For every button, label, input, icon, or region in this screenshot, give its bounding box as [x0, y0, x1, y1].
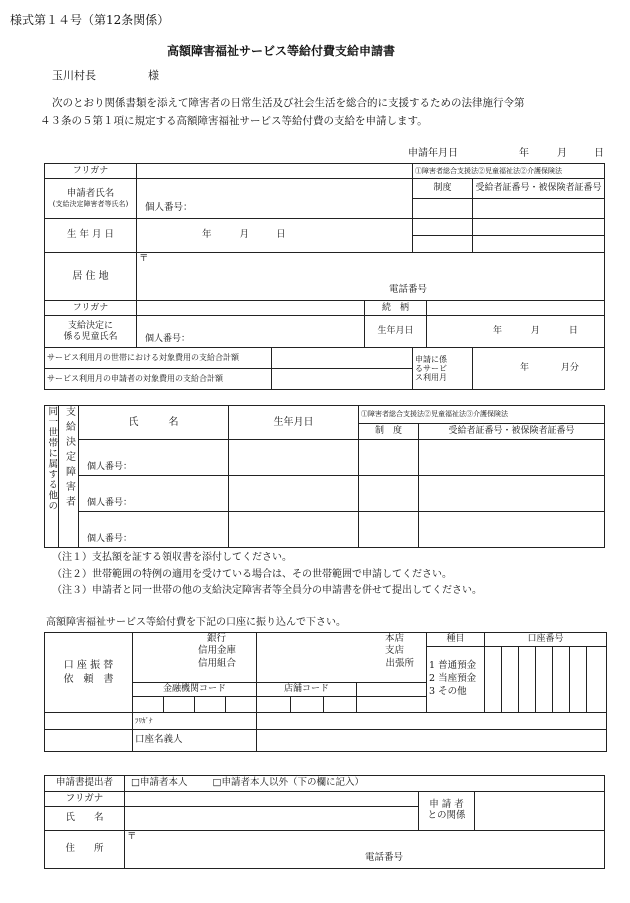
holder-label: 口座名義人: [133, 730, 257, 752]
birth-year: 年: [202, 229, 212, 241]
date-day: 日: [594, 148, 604, 159]
bank-blank-2: [45, 730, 133, 752]
child-label-1: 支給決定に: [67, 321, 113, 332]
applicant-name-label: 申請者氏名: [66, 188, 115, 200]
furigana-field[interactable]: [137, 164, 413, 179]
account-digit-6[interactable]: [570, 647, 587, 713]
cert-no-header-2: 受給者証番号・被保険者証番号: [419, 424, 605, 440]
member-my-number-2: 個人番号：: [87, 497, 133, 508]
applicant-table: [44, 163, 605, 390]
postal-mark: 〒: [139, 253, 149, 264]
branch-type-main: 本店: [385, 633, 405, 644]
member-system-2[interactable]: [359, 476, 419, 512]
service-month-label: 申請に係 るサービ ス利用月: [413, 348, 473, 390]
member-birth-1[interactable]: [229, 440, 359, 476]
name-col-header: 氏 名: [79, 406, 229, 440]
member-name-1[interactable]: [79, 440, 229, 476]
relation-field[interactable]: [475, 792, 605, 831]
birth-field[interactable]: [137, 219, 413, 253]
bank-name-field[interactable]: [133, 633, 257, 683]
bank-code-label: 金融機関コード: [133, 683, 257, 697]
bank-type-bank: 銀行: [207, 633, 227, 644]
system-field-2[interactable]: [413, 219, 473, 236]
form-number: 様式第１４号（第12条関係）: [10, 13, 170, 27]
submitter-name-label: 氏 名: [45, 807, 125, 831]
branch-type-office: 出張所: [385, 657, 415, 669]
bank-code-2[interactable]: [164, 697, 195, 713]
submitter-address-field[interactable]: [125, 831, 605, 869]
submitter-postal: 〒: [127, 831, 137, 842]
account-type-1: 1 普通預金: [429, 660, 477, 672]
honorific: 様: [148, 69, 159, 82]
submitter-label: 申請書提出者: [45, 776, 125, 792]
branch-code-3[interactable]: [324, 697, 357, 713]
bank-code-3[interactable]: [195, 697, 226, 713]
date-year: 年: [519, 148, 529, 159]
cert-field-3[interactable]: [473, 236, 605, 253]
member-my-number-3: 個人番号：: [87, 533, 133, 544]
member-system-1[interactable]: [359, 440, 419, 476]
account-no-header: 口座番号: [485, 633, 607, 647]
account-type-2: 2 当座預金: [429, 673, 477, 685]
member-birth-2[interactable]: [229, 476, 359, 512]
child-birth-field[interactable]: [427, 316, 605, 348]
system-field-1[interactable]: [413, 199, 473, 219]
account-digit-1[interactable]: [485, 647, 502, 713]
phone-label: 電話番号: [389, 284, 428, 295]
submitter-name-field[interactable]: [125, 807, 419, 831]
account-type-cell[interactable]: [427, 647, 485, 713]
child-name-field[interactable]: [137, 316, 365, 348]
account-type-3: 3 その他: [429, 685, 467, 697]
child-furigana-label: フリガナ: [45, 301, 137, 316]
holder-field[interactable]: [257, 730, 607, 752]
system-header: 制度: [413, 179, 473, 199]
law-options: ①障害者総合支援法②児童福祉法②介護保険法: [413, 164, 605, 179]
child-birth-year: 年: [493, 326, 503, 337]
relationship-label: 続 柄: [365, 301, 427, 316]
bank-code-1[interactable]: [133, 697, 164, 713]
account-digit-4[interactable]: [536, 647, 553, 713]
address-label: 居 住 地: [45, 253, 137, 301]
bank-table: [44, 632, 607, 752]
account-digit-2[interactable]: [502, 647, 519, 713]
address-field[interactable]: [137, 253, 605, 301]
child-birth-month: 月: [530, 326, 540, 337]
page-title: 高額障害福祉サービス等給付費支給申請書: [167, 44, 396, 58]
cert-field-1[interactable]: [473, 199, 605, 219]
note-2: （注２）世帯範囲の特例の適用を受けている場合は、その世帯範囲で申請してください。: [52, 569, 452, 580]
bank-lead: 高額障害福祉サービス等給付費を下記の口座に振り込んで下さい。: [46, 617, 346, 628]
bank-type-shinkin: 信用金庫: [198, 645, 237, 657]
bank-type-kumiai: 信用組合: [198, 657, 237, 669]
applicant-name-cell: [45, 179, 137, 219]
submitter-other-checkbox[interactable]: □申請者本人以外（下の欄に記入）: [212, 777, 364, 789]
service-month: 月分: [560, 363, 579, 374]
branch-code-2[interactable]: [291, 697, 324, 713]
branch-type-branch: 支店: [385, 645, 405, 657]
child-name-cell: [45, 316, 137, 348]
submitter-options: [125, 776, 605, 792]
child-label-2: 係る児童氏名: [63, 331, 118, 342]
date-label: 申請年月日: [408, 148, 458, 159]
member-cert-3[interactable]: [419, 512, 605, 548]
branch-code-label: 店舗コード: [257, 683, 357, 697]
account-digit-3[interactable]: [519, 647, 536, 713]
child-my-number: 個人番号：: [145, 333, 191, 344]
system-field-3[interactable]: [413, 236, 473, 253]
intro-line-1: 次のとおり関係書類を添えて障害者の日常生活及び社会生活を総合的に支援するための法律施行令第: [52, 97, 525, 109]
law-options-2: ①障害者総合支援法②児童福祉法③介護保険法: [359, 406, 605, 424]
household-vertical-1: 同一世帯に属する他の: [45, 406, 59, 548]
addressee: 玉川村長: [52, 69, 96, 82]
member-my-number-1: 個人番号：: [87, 461, 133, 472]
member-cert-1[interactable]: [419, 440, 605, 476]
holder-furigana-field[interactable]: [257, 713, 607, 730]
bank-label-1: 口 座 振 替: [63, 660, 114, 671]
child-birth-day: 日: [568, 326, 578, 337]
member-birth-3[interactable]: [229, 512, 359, 548]
note-3: （注３）申請者と同一世帯の他の支給決定障害者等全員分の申請書を併せて提出してください。: [52, 585, 482, 596]
submitter-furigana-field[interactable]: [125, 792, 419, 807]
birth-day: 日: [276, 229, 286, 241]
member-name-3[interactable]: [79, 512, 229, 548]
furigana-label: フリガナ: [45, 164, 137, 179]
cert-no-header: 受給者証番号・被保険者証番号: [473, 179, 605, 199]
household-total-field[interactable]: [272, 348, 413, 369]
applicant-total-label: サービス利用月の申請者の対象費用の支給合計額: [45, 369, 272, 390]
household-vertical-2: 支給決定障害者: [59, 406, 79, 548]
branch-code-1[interactable]: [257, 697, 291, 713]
applicant-total-field[interactable]: [272, 369, 413, 390]
note-1: （注１）支払額を証する領収書を添付してください。: [52, 552, 292, 563]
bank-label-cell: [45, 633, 133, 713]
bank-label-2: 依 頼 書: [63, 673, 114, 685]
birth-month: 月: [239, 229, 250, 241]
branch-name-field[interactable]: [257, 633, 427, 683]
submitter-self-checkbox[interactable]: □申請者本人: [131, 777, 188, 789]
service-month-field[interactable]: [473, 348, 605, 390]
account-digit-5[interactable]: [553, 647, 570, 713]
relation-label: 申 請 者 との関係: [419, 792, 475, 831]
applicant-name-sub: (支給決定障害者等氏名): [52, 199, 129, 208]
submitter-furigana-label: フリガナ: [45, 792, 125, 807]
birth-label: 生 年 月 日: [45, 219, 137, 253]
household-table: [44, 405, 605, 548]
intro-line-2: ４３条の５第１項に規定する高額障害福祉サービス等給付費の支給を申請します。: [40, 115, 428, 127]
submitter-address-label: 住 所: [45, 831, 125, 869]
submitter-phone-label: 電話番号: [365, 852, 404, 863]
holder-furigana-label: ﾌﾘｶﾞﾅ: [133, 713, 257, 730]
applicant-name-field[interactable]: [137, 179, 413, 219]
bank-code-4[interactable]: [226, 697, 257, 713]
account-digit-7[interactable]: [587, 647, 607, 713]
member-name-2[interactable]: [79, 476, 229, 512]
type-header: 種目: [427, 633, 485, 647]
member-system-3[interactable]: [359, 512, 419, 548]
bank-blank-1: [45, 713, 133, 730]
household-total-label: サービス利用月の世帯における対象費用の支給合計額: [45, 348, 272, 369]
child-furigana-field[interactable]: [137, 301, 365, 316]
my-number-label: 個人番号：: [145, 202, 193, 214]
birth-col-header: 生年月日: [229, 406, 359, 440]
system-header-2: 制 度: [359, 424, 419, 440]
code-spacer: [357, 683, 427, 697]
relationship-field[interactable]: [427, 301, 605, 316]
child-birth-label: 生年月日: [365, 316, 427, 348]
submitter-table: [44, 775, 605, 869]
date-month: 月: [557, 148, 567, 159]
service-year: 年: [520, 363, 530, 374]
member-cert-2[interactable]: [419, 476, 605, 512]
cert-field-2[interactable]: [473, 219, 605, 236]
code-spacer-2: [357, 697, 427, 713]
